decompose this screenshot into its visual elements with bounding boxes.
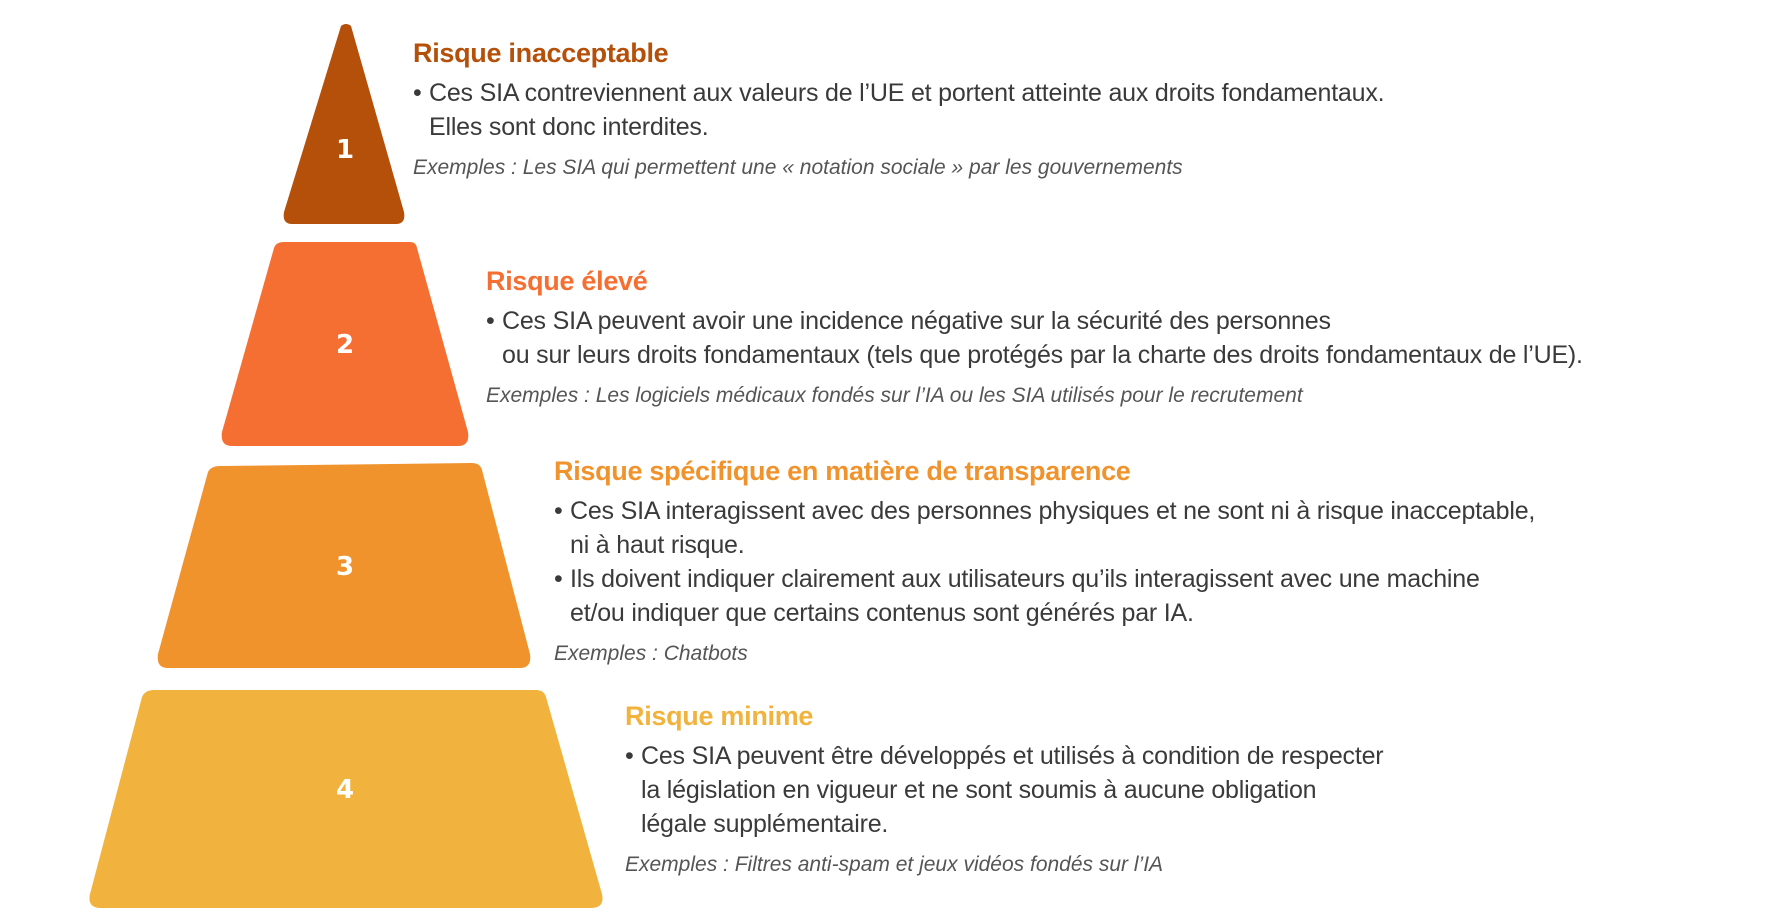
- risk-level-1-title: Risque inacceptable: [413, 38, 669, 68]
- risk-level-3-description: [554, 454, 1535, 668]
- risk-level-1-bullet-1: • Ces SIA contreviennent aux valeurs de l’UE et portent atteinte aux droits fondamentaux. Elles sont donc interdites.: [413, 76, 1384, 144]
- risk-level-4-examples: Exemples : Filtres anti-spam et jeux vidéos fondés sur l’IA: [625, 853, 1164, 876]
- risk-level-4-title: Risque minime: [625, 701, 814, 731]
- risk-level-1-examples: Exemples : Les SIA qui permettent une « notation sociale » par les gouvernements: [413, 156, 1183, 179]
- risk-level-4-bullets: [625, 739, 1383, 841]
- pyramid-tier-1: [284, 24, 405, 224]
- risk-level-4-bullet-1: • Ces SIA peuvent être développés et utilisés à condition de respecter la législation en vigueur et ne sont soumis à aucune obligation légale supplémentaire.: [625, 739, 1383, 841]
- risk-level-1-bullets: [413, 76, 1384, 144]
- tier-number-4: 4: [335, 775, 355, 805]
- risk-level-4-description: [625, 699, 1383, 879]
- tier-number-3: 3: [335, 552, 355, 582]
- risk-level-3-bullet-2: • Ils doivent indiquer clairement aux utilisateurs qu’ils interagissent avec une machine et/ou indiquer que certains contenus sont générés par IA.: [554, 562, 1535, 630]
- tier-number-2: 2: [335, 330, 355, 360]
- risk-level-2-bullets: [486, 304, 1583, 372]
- risk-level-2-bullet-1: • Ces SIA peuvent avoir une incidence négative sur la sécurité des personnes ou sur leurs droits fondamentaux (tels que protégés par la charte des droits fondamentaux de l’UE).: [486, 304, 1583, 372]
- risk-level-3-title: Risque spécifique en matière de transparence: [554, 456, 1131, 486]
- risk-level-3-bullet-1: • Ces SIA interagissent avec des personnes physiques et ne sont ni à risque inacceptable, ni à haut risque.: [554, 494, 1535, 562]
- risk-level-3-bullets: [554, 494, 1535, 630]
- risk-level-1-description: [413, 36, 1384, 182]
- risk-level-2-examples: Exemples : Les logiciels médicaux fondés sur l’IA ou les SIA utilisés pour le recrutement: [486, 384, 1303, 407]
- risk-level-2-title: Risque élevé: [486, 266, 648, 296]
- risk-level-2-description: [486, 264, 1583, 410]
- risk-level-3-examples: Exemples : Chatbots: [554, 642, 748, 665]
- tier-number-1: 1: [335, 135, 355, 165]
